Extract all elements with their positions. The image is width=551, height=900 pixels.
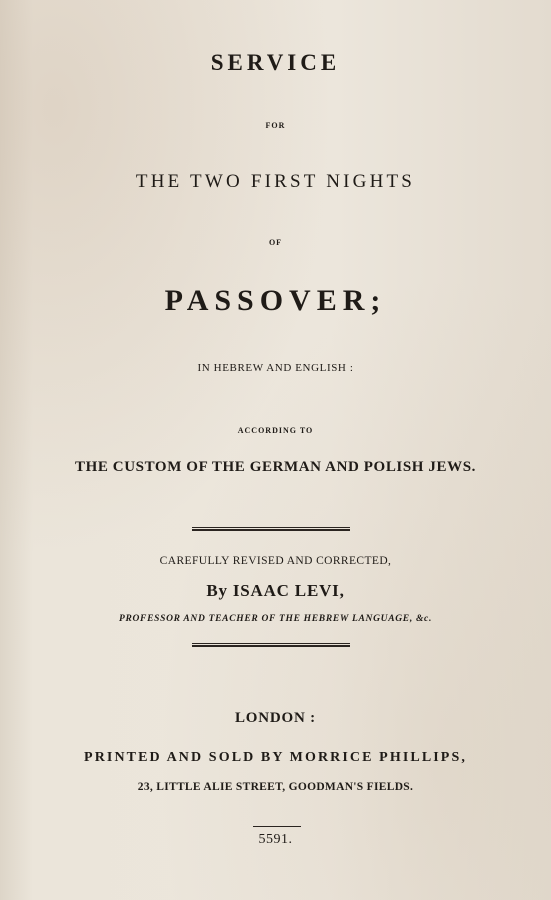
double-rule (192, 527, 350, 531)
custom-line: THE CUSTOM OF THE GERMAN AND POLISH JEWS. (74, 459, 477, 475)
imprint-printer: PRINTED AND SOLD BY MORRICE PHILLIPS, (84, 750, 467, 765)
word-of: OF (268, 238, 283, 247)
revised-line: CAREFULLY REVISED AND CORRECTED, (159, 555, 392, 567)
imprint-city: LONDON : (235, 710, 316, 726)
word-according: ACCORDING TO (237, 426, 314, 435)
word-for: FOR (265, 121, 286, 130)
double-rule (192, 643, 350, 647)
title-passover: PASSOVER; (164, 284, 387, 317)
imprint-address: 23, LITTLE ALIE STREET, GOODMAN'S FIELDS. (137, 781, 414, 793)
title-nights: THE TWO FIRST NIGHTS (135, 171, 416, 192)
imprint-year: 5591. (258, 832, 293, 847)
short-rule (253, 826, 301, 827)
languages-line: IN HEBREW AND ENGLISH : (197, 362, 354, 374)
author-role: PROFESSOR AND TEACHER OF THE HEBREW LANGUAGE, &c. (118, 614, 433, 624)
title-service: SERVICE (210, 50, 341, 75)
author-name: By ISAAC LEVI, (206, 581, 345, 600)
